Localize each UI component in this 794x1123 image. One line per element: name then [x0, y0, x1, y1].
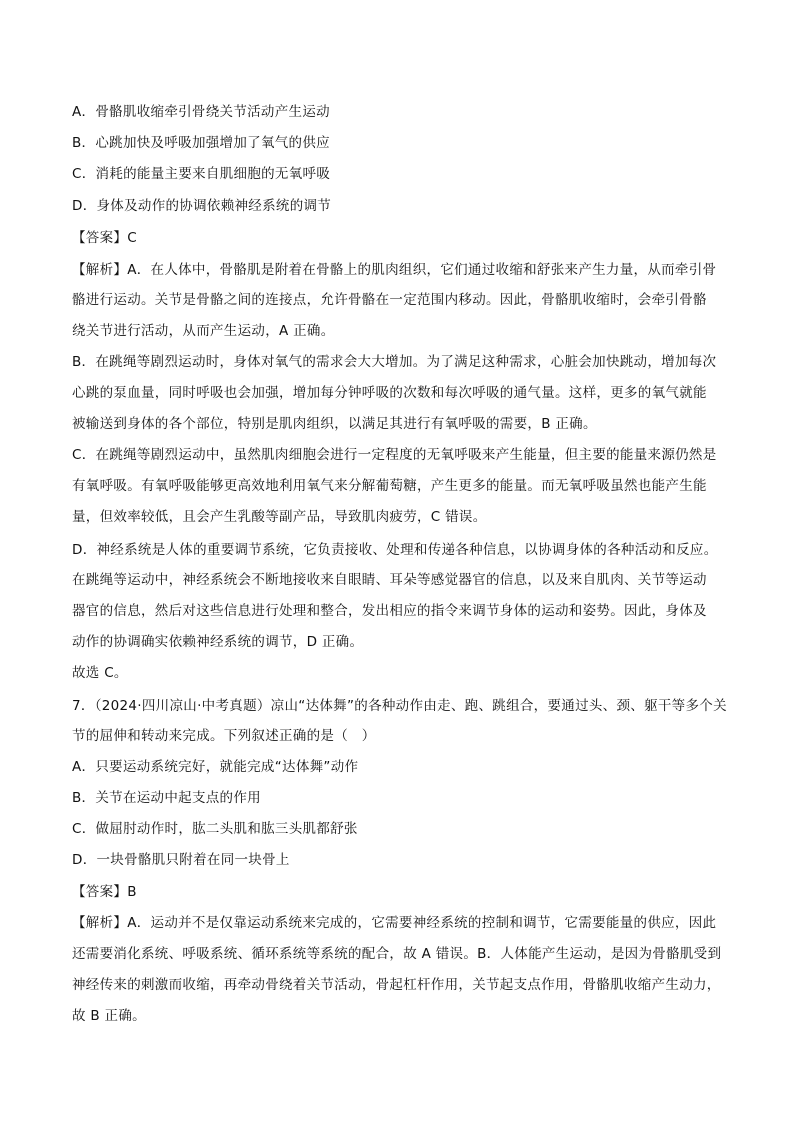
analysis-line: 【解析】A．在人体中，骨骼肌是附着在骨骼上的肌肉组织，它们通过收缩和舒张来产生力量，从而牵引骨	[72, 262, 717, 278]
option-a: A．只要运动系统完好，就能完成“达体舞”动作	[72, 759, 359, 775]
answer-label: 【答案】B	[72, 884, 137, 900]
option-a: A．骨骼肌收缩牵引骨绕关节活动产生运动	[72, 104, 330, 120]
analysis-line: 器官的信息，然后对这些信息进行处理和整合，发出相应的指令来调节身体的运动和姿势。因此，身体及	[72, 603, 707, 619]
analysis-line: 还需要消化系统、呼吸系统、循环系统等系统的配合，故 A 错误。B．人体能产生运动，是因为骨骼肌受到	[72, 946, 722, 962]
answer-label: 【答案】C	[72, 230, 137, 246]
analysis-line: 心跳的泵血量，同时呼吸也会加强，增加每分钟呼吸的次数和每次呼吸的通气量。这样，更多的氧气就能	[72, 385, 707, 401]
option-b: B．关节在运动中起支点的作用	[72, 790, 261, 806]
analysis-line: 故 B 正确。	[72, 1008, 146, 1024]
analysis-line: 有氧呼吸。有氧呼吸能够更高效地利用氧气来分解葡萄糖，产生更多的能量。而无氧呼吸虽然也能产生能	[72, 478, 707, 494]
option-d: D．身体及动作的协调依赖神经系统的调节	[72, 198, 332, 214]
analysis-line: 量，但效率较低，且会产生乳酸等副产品，导致肌肉疲劳，C 错误。	[72, 509, 487, 525]
conclusion-line: 故选 C。	[72, 665, 128, 681]
analysis-line: 绕关节进行活动，从而产生运动，A 正确。	[72, 323, 335, 339]
analysis-line: 骼进行运动。关节是骨骼之间的连接点，允许骨骼在一定范围内移动。因此，骨骼肌收缩时，会牵引骨骼	[72, 292, 707, 308]
analysis-line: 【解析】A．运动并不是仅靠运动系统来完成的，它需要神经系统的控制和调节，它需要能量的供应，因此	[72, 915, 717, 931]
analysis-line: 动作的协调确实依赖神经系统的调节，D 正确。	[72, 634, 364, 650]
option-b: B．心跳加快及呼吸加强增加了氧气的供应	[72, 135, 330, 151]
option-c: C．消耗的能量主要来自肌细胞的无氧呼吸	[72, 166, 331, 182]
analysis-line: C．在跳绳等剧烈运动中，虽然肌肉细胞会进行一定程度的无氧呼吸来产生能量，但主要的能量来源仍然是	[72, 447, 717, 463]
analysis-line: 在跳绳等运动中，神经系统会不断地接收来自眼睛、耳朵等感觉器官的信息，以及来自肌肉、关节等运动	[72, 572, 707, 588]
analysis-line: 被输送到身体的各个部位，特别是肌肉组织，以满足其进行有氧呼吸的需要，B 正确。	[72, 416, 597, 432]
question-stem: 节的屈伸和转动来完成。下列叙述正确的是（ ）	[72, 728, 376, 744]
option-c: C．做屈肘动作时，肱二头肌和肱三头肌都舒张	[72, 821, 358, 837]
analysis-line: 神经传来的刺激而收缩，再牵动骨绕着关节活动，骨起杠杆作用，关节起支点作用，骨骼肌收缩产生动力，	[72, 977, 721, 993]
analysis-line: D．神经系统是人体的重要调节系统，它负责接收、处理和传递各种信息，以协调身体的各种活动和反应。	[72, 542, 718, 558]
option-d: D．一块骨骼肌只附着在同一块骨上	[72, 852, 290, 868]
analysis-line: B．在跳绳等剧烈运动时，身体对氧气的需求会大大增加。为了满足这种需求，心脏会加快跳动，增加每次	[72, 354, 717, 370]
question-stem: 7．（2024·四川凉山·中考真题）凉山“达体舞”的各种动作由走、跑、跳组合，要通过头、颈、躯干等多个关	[72, 698, 727, 714]
